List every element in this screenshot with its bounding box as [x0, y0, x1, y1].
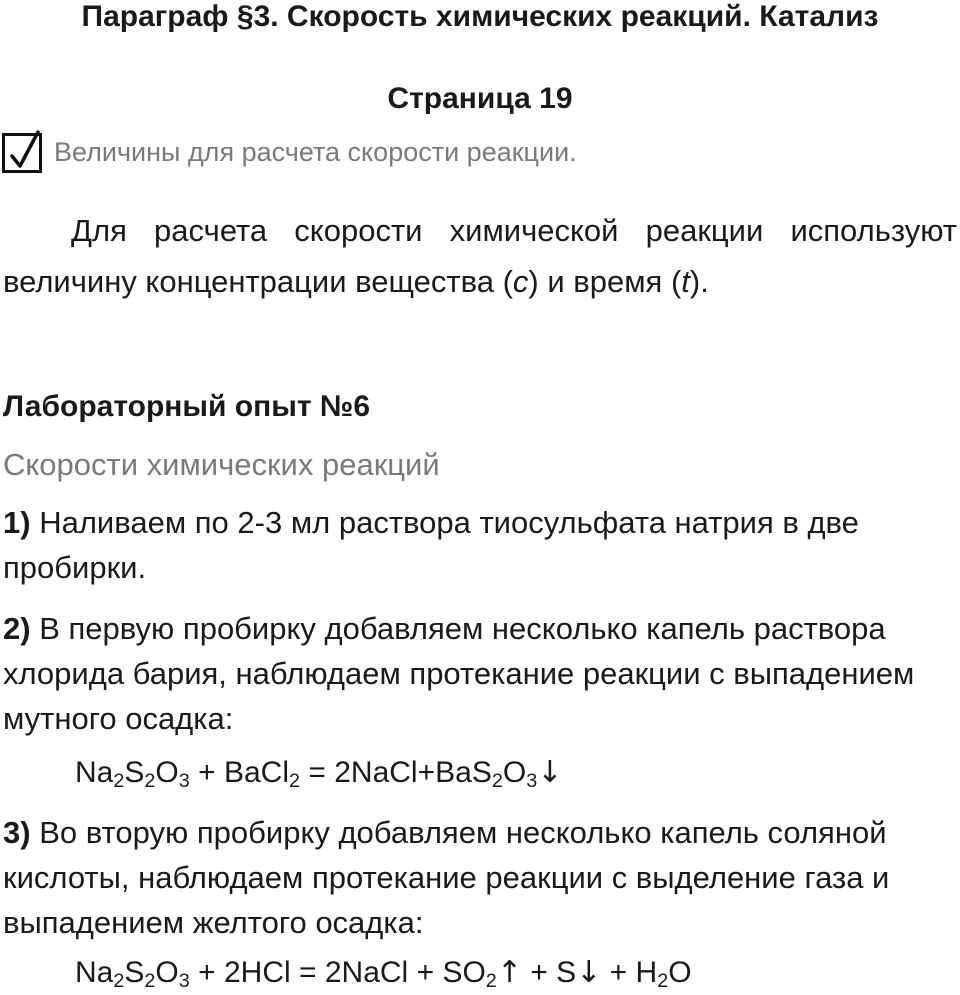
precipitate-arrow-icon: ↓ — [537, 755, 563, 790]
time-symbol: t — [681, 264, 690, 299]
reaction-equation: $Na_2S_2O_3 + 2HCl$ = 2NaCl + $SO_2↑$ + S↓ + $H_2O$ — [75, 955, 692, 992]
checklist-item — [2, 133, 577, 173]
step-number: 1) — [3, 505, 31, 540]
intro-text-middle: ) и время ( — [528, 264, 682, 299]
checkmark-icon — [8, 130, 42, 170]
checkbox[interactable] — [2, 133, 42, 173]
step-number: 3) — [3, 815, 31, 850]
step-text: В первую пробирку добавляем несколько капель раствора хлорида бария, наблюдаем протекание реакции с выпадением мутного осадка: — [3, 611, 915, 736]
step-number: 2) — [3, 611, 31, 646]
step-text: Наливаем по 2-3 мл раствора тиосульфата натрия в две пробирки. — [3, 505, 859, 585]
intro-text: Для расчета скорости химической реакции используют величину концентрации вещества ( — [3, 213, 957, 299]
checkbox-label: Величины для расчета скорости реакции. — [54, 137, 577, 168]
page-title: Параграф §3. Скорость химических реакций. Катализ — [81, 0, 879, 33]
page-number: Страница 19 — [387, 82, 573, 115]
lab-step — [3, 810, 957, 945]
intro-text-end: ). — [689, 264, 709, 299]
lab-title: Лабораторный опыт №6 — [3, 390, 371, 423]
precipitate-arrow-icon: ↓ — [576, 955, 602, 990]
lab-step — [3, 500, 957, 590]
lab-subtitle: Скорости химических реакций — [3, 447, 440, 482]
concentration-symbol: c — [512, 264, 529, 299]
step-text: Во вторую пробирку добавляем несколько капель соляной кислоты, наблюдаем протекание реакции с выделение газа и выпадением желтого осадка: — [3, 815, 890, 940]
gas-arrow-icon: ↑ — [496, 955, 522, 990]
reaction-equation: $Na_2S_2O_3$ + BaCl$_2$ = $2NaCl+BaS_2O_3↓$ — [75, 755, 563, 792]
intro-paragraph — [3, 205, 957, 307]
lab-step — [3, 606, 957, 741]
